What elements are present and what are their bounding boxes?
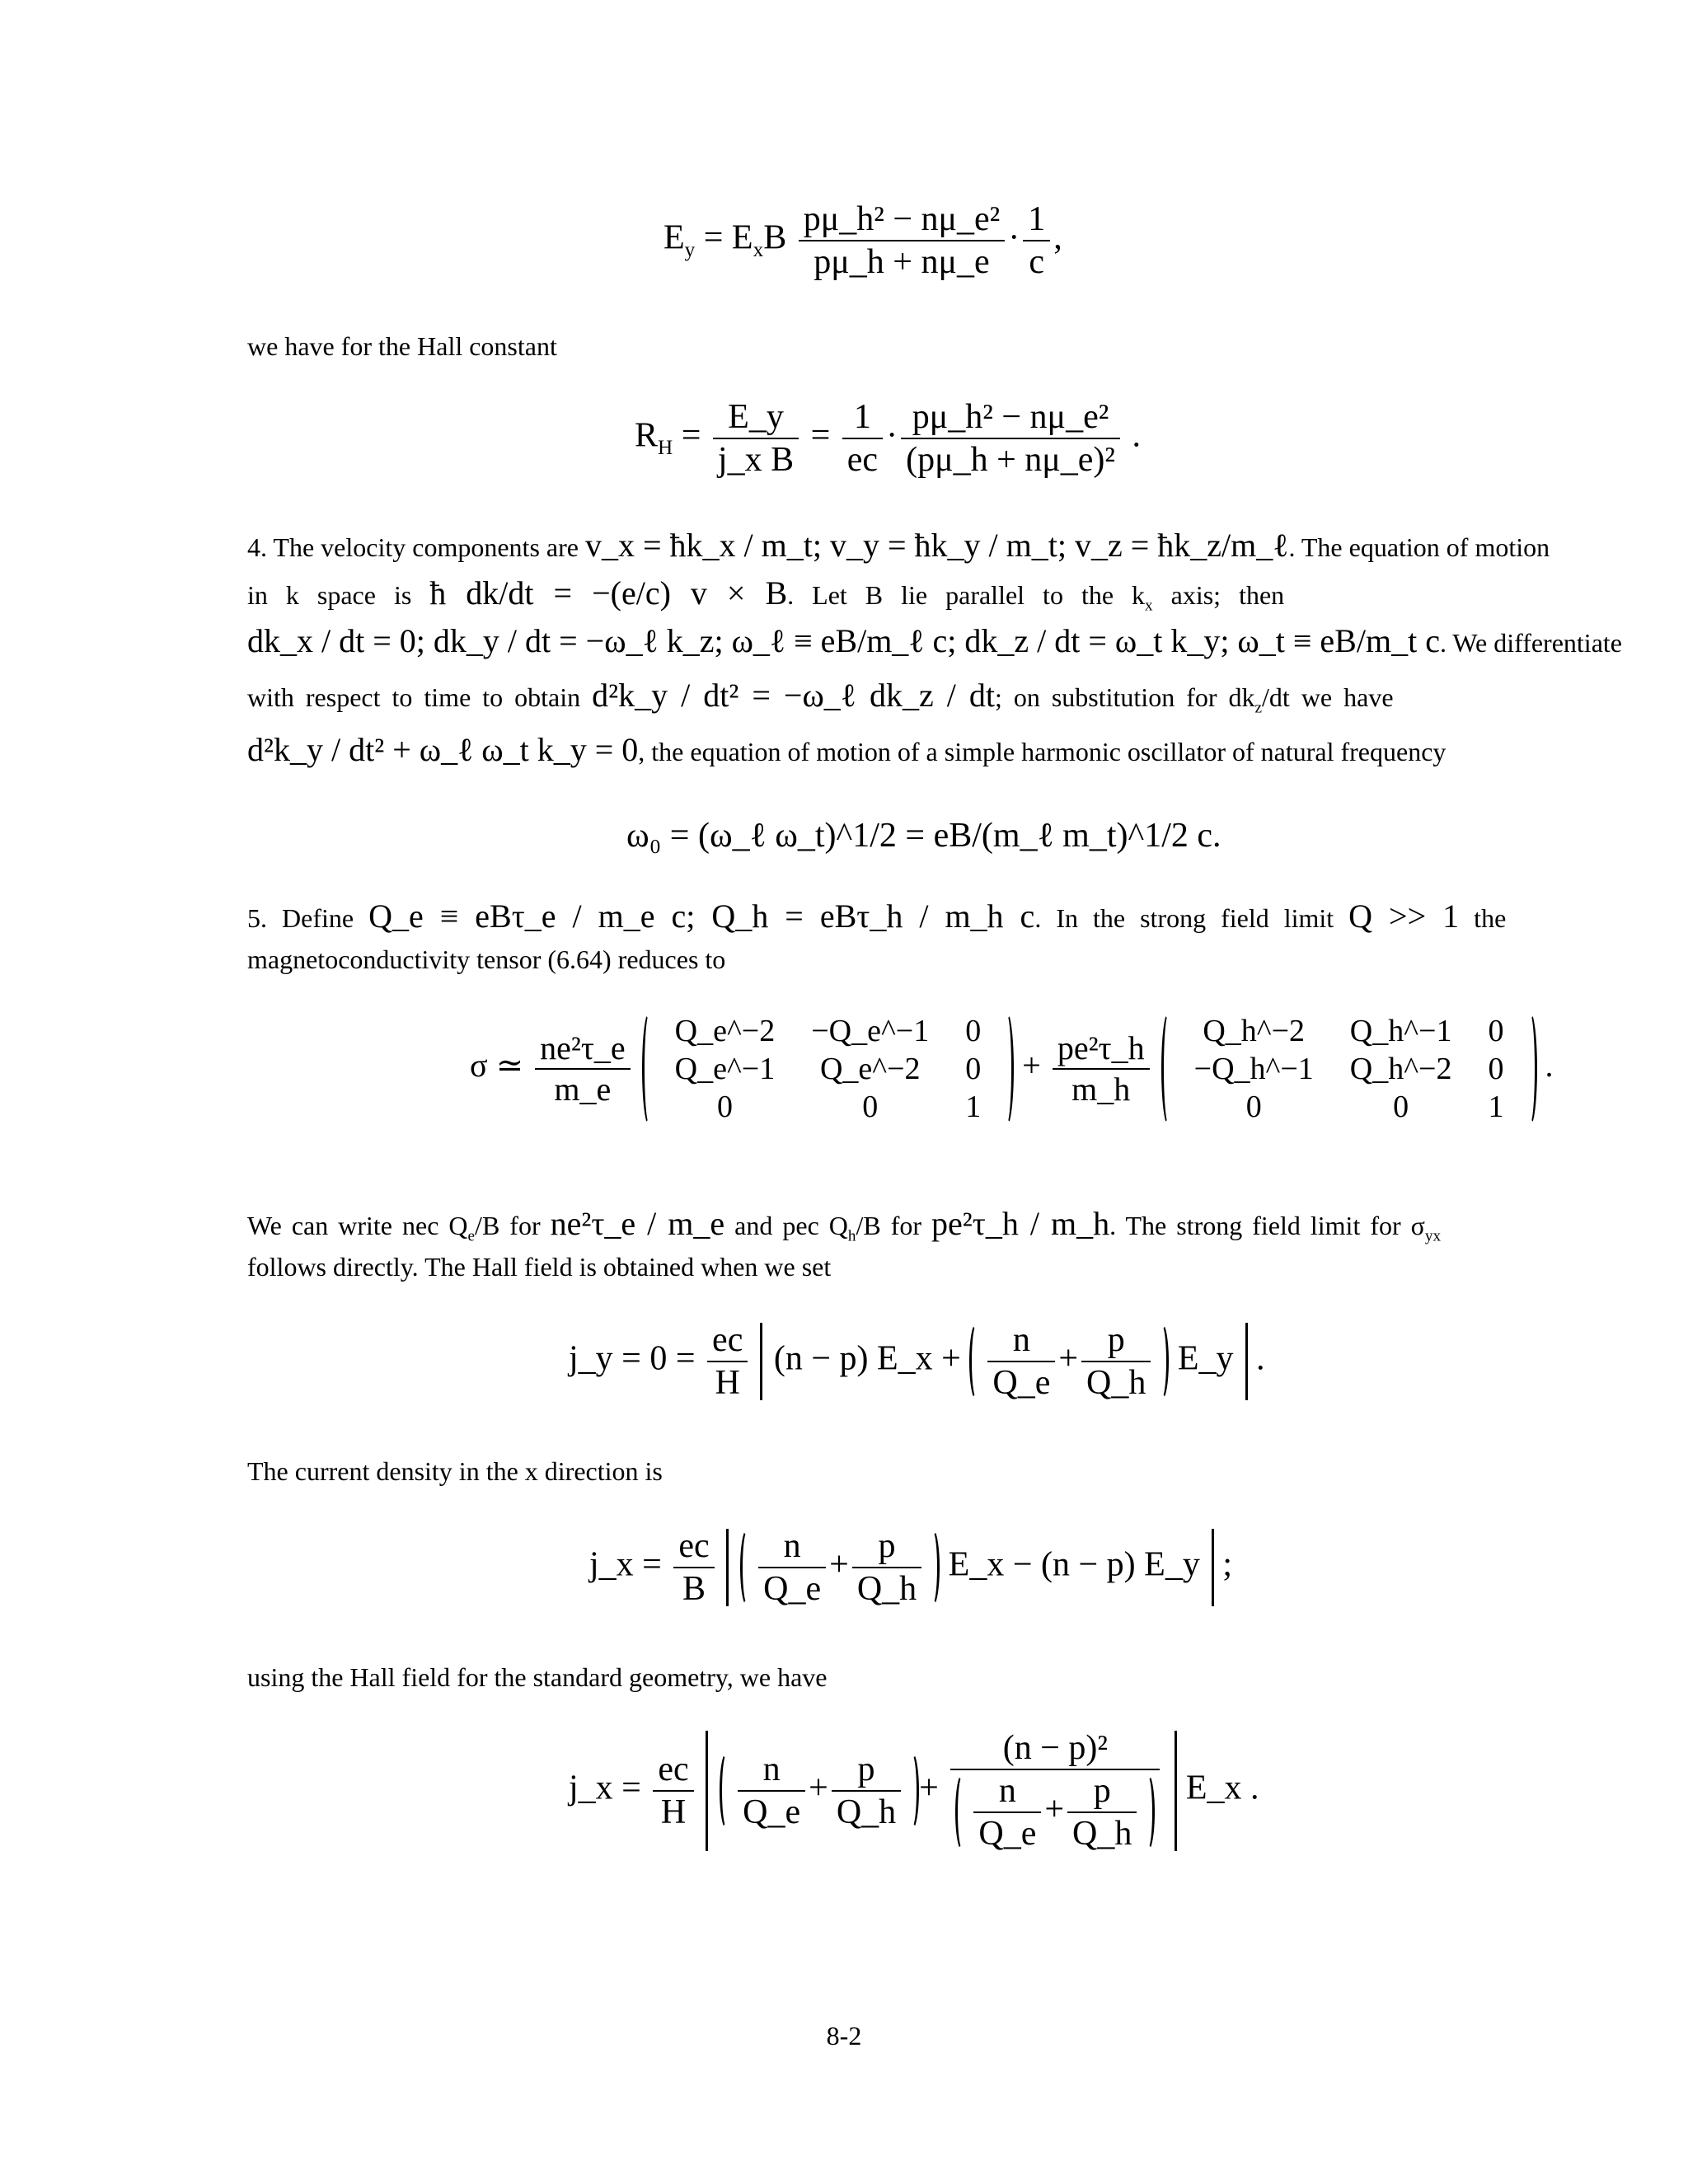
p4-l2b: . Let B lie parallel to the k [787, 580, 1146, 610]
jy-fraction [707, 1323, 748, 1400]
sigma-tail: . [1545, 1047, 1554, 1085]
p5-l1c: the [1474, 903, 1507, 933]
jx2-q1-num: n [738, 1752, 805, 1792]
rh-lhs: R [635, 416, 659, 455]
ey-rhs-prefix: = E [703, 218, 753, 257]
jx1-paren: $\frac{n}{Q\_e}$ + $\frac{p}{Q\_h}$ [740, 1529, 940, 1606]
m1-cell: −Q_e^−1 [811, 1014, 930, 1048]
rh-f1-num: E_y [713, 400, 799, 439]
p4-l5-math: d²k_y / dt² + ω_ℓ ω_t k_y = 0 [247, 731, 639, 768]
jy-f-num: ec [707, 1323, 748, 1362]
jx2-dq1-num: n [973, 1774, 1041, 1813]
jx2-dq2-den: Q_h [1072, 1815, 1132, 1853]
m2-cell: 0 [1488, 1014, 1504, 1048]
jx2-q2-num: p [832, 1752, 901, 1792]
p4-line-4 [247, 679, 1444, 733]
jx1-q1 [758, 1529, 826, 1606]
p4-l1a: 4. The velocity components are [247, 532, 579, 562]
p4-l2-sub: x [1145, 597, 1153, 615]
p6-l1-sub3: yx [1424, 1227, 1442, 1245]
m1-cell: 0 [965, 1014, 982, 1048]
jy-f-den: H [715, 1364, 740, 1402]
jy-ey: E_y [1177, 1339, 1234, 1378]
p6-l1d: /B for [856, 1211, 922, 1240]
jx1-q1-den: Q_e [763, 1570, 822, 1608]
sigma-f2-den: m_h [1071, 1071, 1131, 1108]
p5-l1-math2: Q >> 1 [1348, 898, 1460, 935]
jx2-paren: $\frac{n}{Q\_e}$ + $\frac{p}{Q\_h}$ [720, 1752, 919, 1830]
hall-constant-text: we have for the Hall constant [247, 331, 557, 361]
jy-tail: . [1256, 1339, 1265, 1378]
jx1-tail: ; [1222, 1545, 1232, 1584]
equation-ey: $E_y = E_xB$ $\frac{\text{pμ\_h² − nμ\_e²}}{p\mu\_h + n\mu\_e}$ · $\frac{1}{c}$ , [663, 200, 1062, 281]
p4-line-1 [247, 527, 1550, 577]
p4-l4a: with respect to time to obtain [247, 682, 581, 712]
m1-cell: 0 [716, 1090, 733, 1124]
jy-q2-num: p [1081, 1323, 1151, 1362]
jx1-fraction [673, 1529, 714, 1606]
sigma-matrix-e-table [657, 1012, 1000, 1126]
jy-lhs: j_y = 0 = [569, 1339, 696, 1378]
m1-cell: 0 [862, 1090, 879, 1124]
paragraph-7: The current density in the x direction is [247, 1456, 663, 1486]
p4-l4-math: d²k_y / dt² = −ω_ℓ dk_z / dt [592, 677, 995, 714]
m1-cell: Q_e^−2 [819, 1052, 921, 1086]
m1-cell: Q_e^−2 [674, 1014, 776, 1048]
m2-cell: 0 [1393, 1090, 1409, 1124]
sigma-matrix-h-table [1176, 1012, 1522, 1126]
p4-line-2 [247, 574, 1444, 625]
p4-line-5 [247, 731, 1447, 781]
p4-l3b: . We differentiate [1439, 628, 1622, 658]
jx2-big-den [950, 1770, 1160, 1851]
sigma-matrix-e [642, 1012, 1015, 1126]
jx1-lhs: j_x = [589, 1545, 662, 1584]
jy-q1-num: n [987, 1323, 1055, 1362]
paragraph-8: using the Hall field for the standard geometry, we have [247, 1662, 828, 1692]
p4-l4-sub: z [1254, 699, 1263, 717]
rh-f1-den: j_x B [717, 441, 795, 479]
equation-jx-1 [589, 1529, 1232, 1606]
jx1-q2-num: p [852, 1529, 921, 1568]
p6-l1e: . The strong field limit for σ [1109, 1211, 1425, 1240]
jx1-bracket [726, 1529, 1214, 1606]
p4-l5b: , the equation of motion of a simple harmonic oscillator of natural frequency [638, 737, 1447, 766]
paragraph-5 [247, 898, 1507, 976]
rh-fraction-3 [901, 400, 1120, 477]
p5-line-1 [247, 898, 1507, 943]
ey-num: pμ_h² − nμ_e² [799, 202, 1006, 241]
ey-den: pμ_h + nμ_e [814, 243, 990, 281]
rh-f2-den: ec [846, 441, 879, 479]
jx2-q1 [738, 1752, 805, 1830]
jx2-ex: E_x [1185, 1769, 1242, 1807]
m2-cell: Q_h^−2 [1349, 1052, 1452, 1086]
jy-q2 [1081, 1323, 1151, 1400]
jx1-f-den: B [682, 1570, 706, 1608]
jx2-big-num: (n − p)² [950, 1731, 1160, 1770]
jy-term1: (n − p) E_x + [773, 1339, 961, 1378]
jx1-rest: E_x − (n − p) E_y [948, 1545, 1200, 1584]
jy-q2-den: Q_h [1086, 1364, 1146, 1402]
p4-l1b: . The equation of motion [1288, 532, 1550, 562]
jy-q1-den: Q_e [992, 1364, 1051, 1402]
jy-q1 [987, 1323, 1055, 1400]
jx2-f-num: ec [653, 1752, 693, 1792]
ey-fraction [799, 202, 1006, 279]
equation-sigma [470, 1012, 1554, 1126]
ey-factor-den: c [1029, 243, 1045, 281]
p4-l2a: in k space is [247, 580, 412, 610]
p5-l1a: 5. Define [247, 903, 354, 933]
sigma-f1-den: m_e [554, 1071, 612, 1108]
p4-l2-math: ħ dk/dt = −(e/c) v × B [429, 574, 788, 612]
jx2-q1-den: Q_e [743, 1793, 801, 1831]
jy-bracket [760, 1323, 1248, 1400]
sigma-matrix-h [1161, 1012, 1537, 1126]
m1-cell: 1 [965, 1090, 982, 1124]
jx2-lhs: j_x = [569, 1769, 641, 1807]
m1-cell: 0 [965, 1052, 982, 1086]
rh-f3-num: pμ_h² − nμ_e² [901, 400, 1120, 439]
jy-paren: $\frac{n}{Q\_e}$ + $\frac{p}{Q\_h}$ [969, 1323, 1169, 1400]
jx2-tail: . [1250, 1769, 1259, 1807]
m2-cell: 0 [1488, 1052, 1504, 1086]
jx2-dq2-num: p [1067, 1774, 1137, 1813]
p6-line-2: follows directly. The Hall field is obtained when we set [247, 1252, 832, 1282]
m2-cell: 1 [1488, 1090, 1504, 1124]
ey-lhs-sub: y [684, 239, 696, 262]
jx1-f-num: ec [673, 1529, 714, 1568]
p4-l1-math: v_x = ħk_x / m_t; v_y = ħk_y / m_t; v_z = ħk_z/m_ℓ [584, 527, 1289, 564]
sigma-lhs: σ ≃ [470, 1047, 524, 1085]
p6-l1a: We can write nec Q [247, 1211, 468, 1240]
p6-l1-sub2: h [847, 1227, 856, 1245]
p5-line-2: magnetoconductivity tensor (6.64) reduces to [247, 944, 726, 974]
jx2-den-paren: $\frac{n}{Q\_e}$ + $\frac{p}{Q\_h}$ [955, 1774, 1155, 1851]
jx2-q2-den: Q_h [836, 1793, 897, 1831]
sigma-f2-num: pe²τ_h [1053, 1032, 1150, 1070]
sigma-plus: + [1022, 1047, 1041, 1085]
equation-jx-2 [569, 1731, 1259, 1851]
ey-rhs-b: B [763, 218, 787, 257]
rh-f2-num: 1 [842, 400, 883, 439]
ey-factor [1023, 202, 1050, 279]
p6-l1-math1: ne²τ_e / m_e [550, 1205, 725, 1242]
equation-jy [569, 1323, 1265, 1400]
p4-l4b: ; on substitution for dk [994, 682, 1255, 712]
page-number: 8-2 [826, 2021, 862, 2050]
p6-l1c: and pec Q [734, 1211, 848, 1240]
sigma-f1-num: ne²τ_e [535, 1032, 631, 1070]
sigma-fraction-2 [1053, 1029, 1150, 1108]
jx1-q1-num: n [758, 1529, 826, 1568]
p5-l1b: . In the strong field limit [1034, 903, 1334, 933]
jx2-f-den: H [660, 1793, 687, 1831]
paragraph-4 [247, 527, 1622, 781]
jx2-fraction [653, 1752, 693, 1830]
rh-fraction-1 [713, 400, 799, 477]
sigma-fraction-1 [535, 1029, 631, 1108]
jx1-q2 [852, 1529, 921, 1606]
p4-l4c: /dt we have [1262, 682, 1394, 712]
rh-f3-den: (pμ_h + nμ_e)² [906, 441, 1116, 479]
p5-l1-math: Q_e ≡ eBτ_e / m_e c; Q_h = eBτ_h / m_h c [368, 898, 1035, 935]
rh-lhs-sub: H [658, 437, 673, 460]
m2-cell: 0 [1245, 1090, 1262, 1124]
m2-cell: −Q_h^−1 [1193, 1052, 1314, 1086]
rh-fraction-2 [842, 400, 883, 477]
paragraph-6 [247, 1207, 1444, 1283]
jx2-big-fraction [950, 1731, 1160, 1851]
p6-l1-math2: pe²τ_h / m_h [931, 1205, 1110, 1242]
ey-lhs: E [663, 218, 685, 257]
jx1-q2-den: Q_h [856, 1570, 917, 1608]
p4-l2c: axis; then [1170, 580, 1285, 610]
p6-l1-sub1: e [467, 1227, 476, 1245]
jx2-dq2 [1067, 1774, 1137, 1851]
ey-factor-num: 1 [1023, 202, 1050, 241]
m2-cell: Q_h^−1 [1349, 1014, 1452, 1048]
jx2-bracket: $\frac{n}{Q\_e}$ + $\frac{p}{Q\_h}$ + (n − p)² $\frac{n}{Q\_e}$ + $\frac{p}{Q\_h}$ [706, 1731, 1177, 1851]
p4-l3-math: dk_x / dt = 0; dk_y / dt = −ω_ℓ k_z; ω_ℓ ≡ eB/m_ℓ c; dk_z / dt = ω_t k_y; ω_t ≡ eB/m_t c [247, 622, 1440, 659]
ey-tail: , [1053, 218, 1062, 257]
p6-line-1 [247, 1207, 1444, 1250]
jx2-dq1-den: Q_e [978, 1815, 1037, 1853]
equation-rh: $R_H$ = $\frac{E\_y}{\text{j\_x B}}$ = $\frac{1}{ec}$ · $\frac{\text{pμ\_h² − nμ\_e²}}{\text{(pμ\_h + nμ\_e)²}}$ . [635, 398, 1142, 479]
p6-l1b: /B for [475, 1211, 541, 1240]
jx2-q2 [832, 1752, 901, 1830]
m1-cell: Q_e^−1 [674, 1052, 776, 1086]
p4-line-3 [247, 622, 1622, 679]
equation-omega0: ω₀ = (ω_ℓ ω_t)^1/2 = eB/(m_ℓ m_t)^1/2 c. [626, 817, 1221, 855]
rh-tail: . [1132, 416, 1142, 455]
jx2-dq1 [973, 1774, 1041, 1851]
m2-cell: Q_h^−2 [1203, 1014, 1306, 1048]
ey-rhs-prefix-sub: x [753, 239, 764, 262]
